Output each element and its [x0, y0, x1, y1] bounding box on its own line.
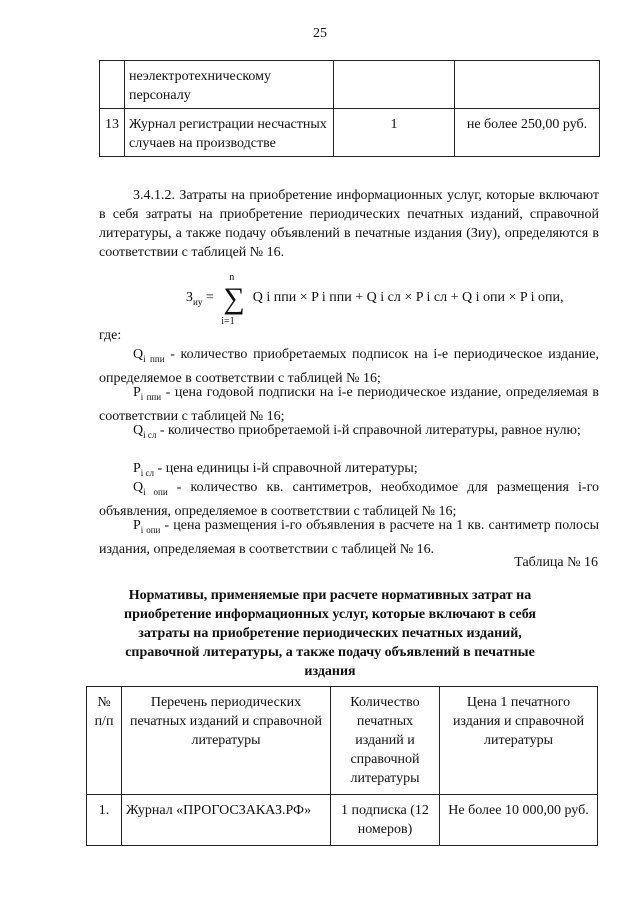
where-label: где:: [99, 328, 122, 343]
header-name: Перечень периодических печатных изданий и справочной литературы: [122, 687, 331, 795]
sum-lower-limit: i=1: [221, 316, 235, 327]
row-name: Журнал «ПРОГОСЗАКАЗ.РФ»: [122, 795, 331, 846]
definition-item: $P_{i опи}$ - цена размещения i-го объявления в расчете на 1 кв. сантиметр полосы издания, определяемая в соответствии с таблицей № 16.: [99, 518, 599, 557]
section-paragraph: 3.4.1.2. Затраты на приобретение информационных услуг, которые включают в себя затраты на приобретение периодических печатных изданий, справочной литературы, а также подачу объявлений в печатные издания (Зиу), определяются в соответствии с таблицей № 16.: [99, 188, 599, 260]
row-price: Не более 10 000,00 руб.: [440, 795, 598, 846]
sigma-icon: ∑: [223, 282, 245, 315]
row-qty: [334, 61, 455, 109]
formula-lhs: З: [186, 290, 194, 306]
formula-rhs: Q i ппи × P i ппи + Q i сл × P i сл + Q i опи × P i опи,: [252, 290, 564, 306]
page-number: 25: [313, 26, 327, 41]
cost-formula: [186, 272, 564, 327]
definition-item: $P_{i сл}$ - цена единицы i-й справочной литературы;: [133, 461, 418, 478]
definition-item: $Q_{i сл}$ - количество приобретаемой i-й справочной литературы, равное нулю;: [133, 423, 581, 440]
definition-item: $P_{i ппи}$ - цена годовой подписки на i-е периодическое издание, определяемая в соответствии с таблицей № 16;: [99, 385, 600, 424]
table-16: [86, 686, 598, 846]
sum-sign: [217, 272, 249, 327]
row-qty: 1 подписка (12 номеров): [331, 795, 440, 846]
table-row: [100, 61, 600, 109]
definition-item: $Q_{i опи}$ - количество кв. сантиметров, необходимое для размещения i-го объявления, определяемое в соответствии с таблицей № 16;: [99, 480, 599, 519]
row-number: 13: [100, 109, 125, 157]
table-label: Таблица № 16: [514, 555, 598, 570]
formula-equals: =: [205, 290, 214, 306]
definition-item: $Q_{i ппи}$ - количество приобретаемых подписок на i-е периодическое издание, определяемое в соответствии с таблицей № 16;: [99, 347, 599, 386]
row-name: неэлектротехническому персоналу: [125, 61, 334, 109]
sum-upper-limit: n: [229, 272, 235, 283]
table-heading: Нормативы, применяемые при расчете нормативных затрат на приобретение информационных услуг, которые включают в себя затраты на приобретение периодических печатных изданий, справочной литературы, а также подачу объявлений в печатные издания: [124, 588, 536, 679]
table-header-row: [87, 687, 598, 795]
header-number: № п/п: [87, 687, 122, 795]
header-price: Цена 1 печатного издания и справочной литературы: [440, 687, 598, 795]
row-qty: 1: [334, 109, 455, 157]
row-name: Журнал регистрации несчастных случаев на производстве: [125, 109, 334, 157]
table-row: [100, 109, 600, 157]
row-price: [455, 61, 600, 109]
row-price: не более 250,00 руб.: [455, 109, 600, 157]
row-number: 1.: [87, 795, 122, 846]
header-qty: Количество печатных изданий и справочной литературы: [331, 687, 440, 795]
formula-lhs-sub: иу: [193, 297, 203, 308]
table-row: [87, 795, 598, 846]
top-table: [99, 60, 600, 157]
row-number: [100, 61, 125, 109]
